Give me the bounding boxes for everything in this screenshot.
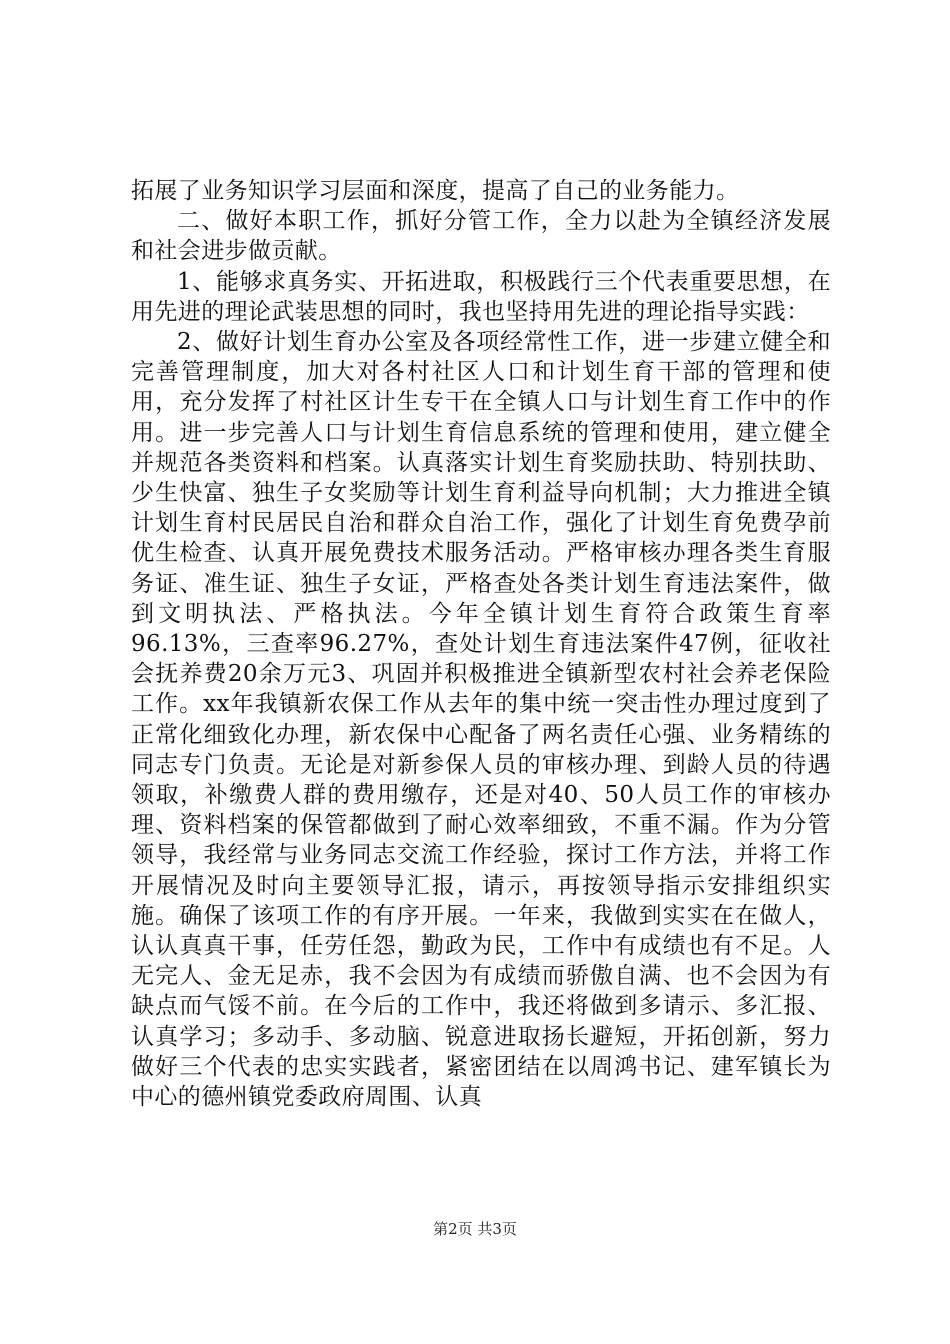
paragraph-4: 2、做好计划生育办公室及各项经常性工作，进一步建立健全和完善管理制度，加大对各村社区人口和计划生育干部的管理和使用，充分发挥了村社区计生专干在全镇人口与计划生育工作中的作用。进一步完善人口与计划生育信息系统的管理和使用，建立健全并规范各类资料和档案。认真落实计划生育奖励扶助、特别扶助、少生快富、独生子女奖励等计划生育利益导向机制；大力推进全镇计划生育村民居民自治和群众自治工作，强化了计划生育免费孕前优生检查、认真开展免费技术服务活动。严格审核办理各类生育服务证、准生证、独生子女证，严格查处各类计划生育违法案件，做到文明执法、严格执法。今年全镇计划生育符合政策生育率96.13%，三查率96.27%，查处计划生育违法案件47例，征收社会抚养费20余万元3、巩固并积极推进全镇新型农村社会养老保险工作。xx年我镇新农保工作从去年的集中统一突击性办理过度到了正常化细致化办理，新农保中心配备了两名责任心强、业务精练的同志专门负责。无论是对新参保人员的审核办理、到龄人员的待遇领取，补缴费人群的费用缴存，还是对40、50人员工作的审核办理、资料档案的保管都做到了耐心效率细致，不重不漏。作为分管领导，我经常与业务同志交流工作经验，探讨工作方法，并将工作开展情况及时向主要领导汇报，请示，再按领导指示安排组织实施。确保了该项工作的有序开展。一年来，我做到实实在在做人，认认真真干事，任劳任怨，勤政为民，工作中有成绩也有不足。人无完人、金无足赤，我不会因为有成绩而骄傲自满、也不会因为有缺点而气馁不前。在今后的工作中，我还将做到多请示、多汇报、认真学习；多动手、多动脑、锐意进取扬长避短，开拓创新，努力做好三个代表的忠实实践者，紧密团结在以周鸿书记、建军镇长为中心的德州镇党委政府周围、认真 (131, 329, 831, 1111)
paragraph-2: 二、做好本职工作，抓好分管工作，全力以赴为全镇经济发展和社会进步做贡献。 (131, 208, 831, 265)
body-text (131, 176, 831, 1112)
paragraph-1: 拓展了业务知识学习层面和深度，提高了自己的业务能力。 (131, 178, 740, 204)
page-footer: 第2页 共3页 (433, 1220, 517, 1238)
paragraph-3: 1、能够求真务实、开拓进取，积极践行三个代表重要思想，在用先进的理论武装思想的同时，我也坚持用先进的理论指导实践： (131, 268, 831, 325)
